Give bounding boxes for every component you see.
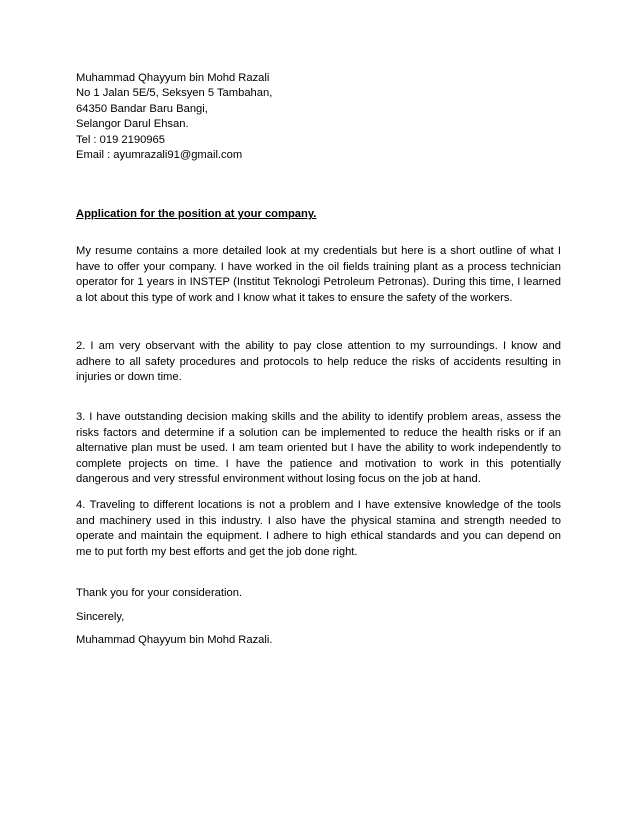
signature-name: Muhammad Qhayyum bin Mohd Razali. xyxy=(76,634,273,646)
body-paragraph-4: 4. Traveling to different locations is not a problem and I have extensive knowledge of the tools and machinery used in this industry. I also have the physical stamina and strength needed to operate and maintain the equipment. I adhere to high ethical standards and you can depend on me to put forth my best efforts and get the job done right. xyxy=(76,499,561,558)
address-line-3: Selangor Darul Ehsan. xyxy=(76,118,189,131)
closing-salutation: Sincerely, xyxy=(76,611,125,623)
address-line-1: No 1 Jalan 5E/5, Seksyen 5 Tambahan, xyxy=(76,87,273,100)
subject-line: Application for the position at your company. xyxy=(76,208,317,220)
address-line-2: 64350 Bandar Baru Bangi, xyxy=(76,102,208,115)
body-paragraph-2: 2. I am very observant with the ability to pay close attention to my surroundings. I know and adhere to all safety procedures and protocols to help reduce the risks of accidents resulting in injuries or down time. xyxy=(76,340,561,383)
closing-thanks: Thank you for your consideration. xyxy=(76,587,243,599)
body-paragraph-3: 3. I have outstanding decision making skills and the ability to identify problem areas, assess the risks factors and determine if a solution can be implemented to reduce the health risks or if an alternative plan must be used. I am team oriented but I have the ability to work independently to complete projects on time. I have the patience and motivation to work in this potentially dangerous and very stressful environment without losing focus on the job at hand. xyxy=(76,411,561,485)
sender-email: Email : ayumrazali91@gmail.com xyxy=(76,149,243,162)
body-paragraph-1: My resume contains a more detailed look at my credentials but here is a short outline of what I have to offer your company. I have worked in the oil fields training plant as a process technician operator for 1 years in INSTEP (Institut Teknologi Petroleum Petronas). During this time, I learned a lot about this type of work and I know what it takes to ensure the safety of the workers. xyxy=(76,245,561,304)
sender-name: Muhammad Qhayyum bin Mohd Razali xyxy=(76,72,270,84)
sender-telephone: Tel : 019 2190965 xyxy=(76,133,165,146)
sender-address-block xyxy=(76,71,272,163)
